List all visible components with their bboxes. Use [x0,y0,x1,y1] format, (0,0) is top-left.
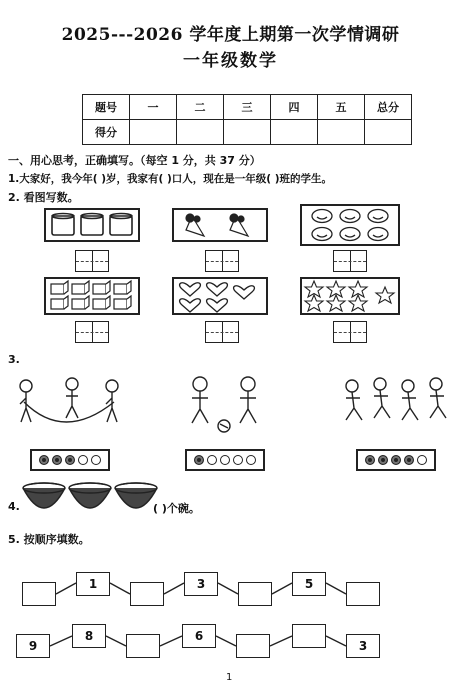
score-table-cell: 四 [271,95,318,120]
sequence-box[interactable]: 9 [16,634,50,658]
sequence-box[interactable] [22,582,56,606]
question-1: 1.大家好，我今年( )岁，我家有( )口人，现在是一年级( )班的学生。 [8,173,333,185]
question-4-label: 4. [8,500,20,513]
sequence-box[interactable] [238,582,272,606]
score-table-cell: 题号 [83,95,130,120]
sequence-box[interactable]: 3 [184,572,218,596]
score-table-cell: 得分 [83,120,130,145]
page-number: 1 [226,672,233,683]
section-heading: 一、用心思考，正确填写。（每空 1 分，共 37 分） [8,154,261,167]
sequence-box[interactable]: 8 [72,624,106,648]
question-2-label: 2. 看图写数。 [8,191,79,204]
sequence-box[interactable] [130,582,164,606]
score-table-cell: 五 [318,95,365,120]
sequence-box[interactable] [346,582,380,606]
sequence-box[interactable] [292,624,326,648]
sequence-box[interactable]: 5 [292,572,326,596]
question-4-text: ( )个碗。 [153,502,200,515]
score-table-cell: 总分 [365,95,412,120]
score-table-cell: 一 [130,95,177,120]
question-5-label: 5. 按顺序填数。 [8,533,90,546]
sequence-box[interactable]: 3 [346,634,380,658]
score-table-cell: 二 [177,95,224,120]
question-3-label: 3. [8,353,20,366]
sequence-box[interactable] [126,634,160,658]
page-title: 2025---2026 学年度上期第一次学情调研 [61,25,400,45]
sequence-box[interactable] [236,634,270,658]
page-subtitle: 一年级数学 [183,51,278,71]
sequence-box[interactable]: 6 [182,624,216,648]
sequence-box[interactable]: 1 [76,572,110,596]
score-table-cell: 三 [224,95,271,120]
